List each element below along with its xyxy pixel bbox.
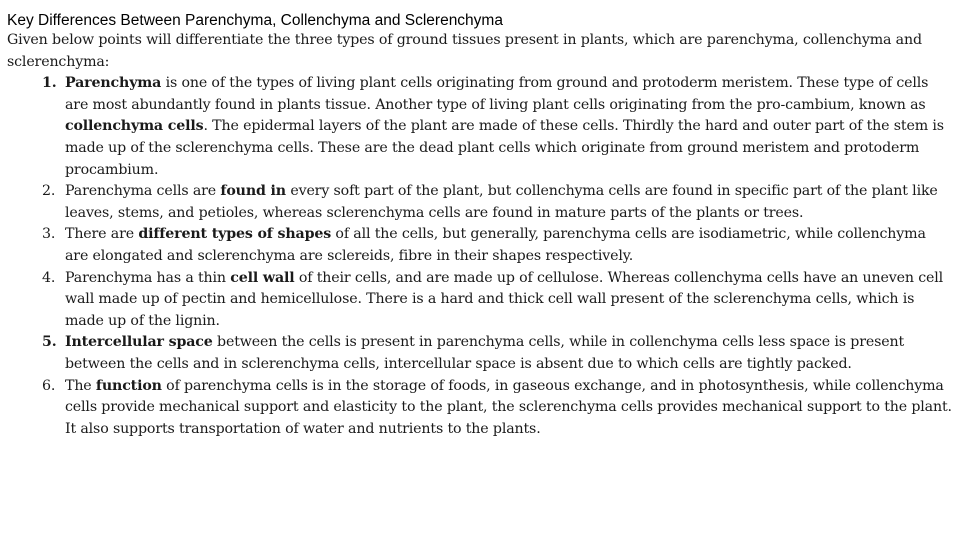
item-text: of all the cells, but generally, parenchyma cells are isodiametric, while collenchyma are elongated and sclerenchyma are sclereids, fibre in their shapes respectively. [65,226,926,264]
list-item [7,224,953,267]
slide-title: Key Differences Between Parenchyma, Collenchyma and Sclerenchyma [7,12,503,29]
list-item [7,181,953,224]
term-bold: Parenchyma [65,75,162,92]
item-text: between the cells is present in parenchyma cells, while in collenchyma cells less space is present between the cells and in sclerenchyma cells, intercellular space is absent due to which cells are tightly packed. [65,334,905,372]
item-text: every soft part of the plant, but collenchyma cells are found in specific part of the plant like leaves, stems, and petioles, whereas sclerenchyma cells are found in mature parts of the plants or trees. [65,183,938,221]
item-text: There are [65,226,139,243]
item-text: is one of the types of living plant cells originating from ground and protoderm meristem. These type of cells are most abundantly found in plants tissue. Another type of living plant cells originating from the pro-cambium, known as [65,75,929,113]
item-text: The [65,377,96,394]
list-item [7,73,953,181]
list-number: 2. [42,183,56,200]
term-bold: different types of shapes [138,226,332,243]
item-text: of parenchyma cells is in the storage of foods, in gaseous exchange, and in photosynthesis, while collenchyma cells provide mechanical support and elasticity to the plant, the sclerenchyma cells provides mechanical support to the plant. It also supports transportation of water and nutrients to the plants. [65,377,952,437]
intro-paragraph: Given below points will differentiate the three types of ground tissues present in plants, which are parenchyma, collenchyma and sclerenchyma: [7,32,922,70]
term-bold: function [95,377,162,394]
term-bold: cell wall [230,269,295,286]
list-item [7,376,953,441]
term-bold: Intercellular space [65,334,213,351]
list-number: 4. [42,269,56,286]
term-bold: found in [220,183,286,200]
item-text: Parenchyma cells are [65,183,221,200]
differences-list [7,73,953,440]
item-text: of their cells, and are made up of cellulose. Whereas collenchyma cells have an uneven cell wall made up of pectin and hemicellulose. There is a hard and thick cell wall present of the sclerenchyma cells, which is made up of the lignin. [65,269,944,329]
item-text: . The epidermal layers of the plant are made of these cells. Thirdly the hard and outer part of the stem is made up of the sclerenchyma cells. These are the dead plant cells which originate from ground meristem and protoderm procambium. [65,118,944,178]
item-text: Parenchyma has a thin [65,269,231,286]
list-number: 5. [42,334,57,351]
list-number: 1. [42,75,57,92]
list-item [7,268,953,333]
list-number: 6. [42,377,56,394]
list-number: 3. [42,226,56,243]
slide-content [7,12,953,440]
list-item [7,332,953,375]
term-bold: collenchyma cells [65,118,204,135]
